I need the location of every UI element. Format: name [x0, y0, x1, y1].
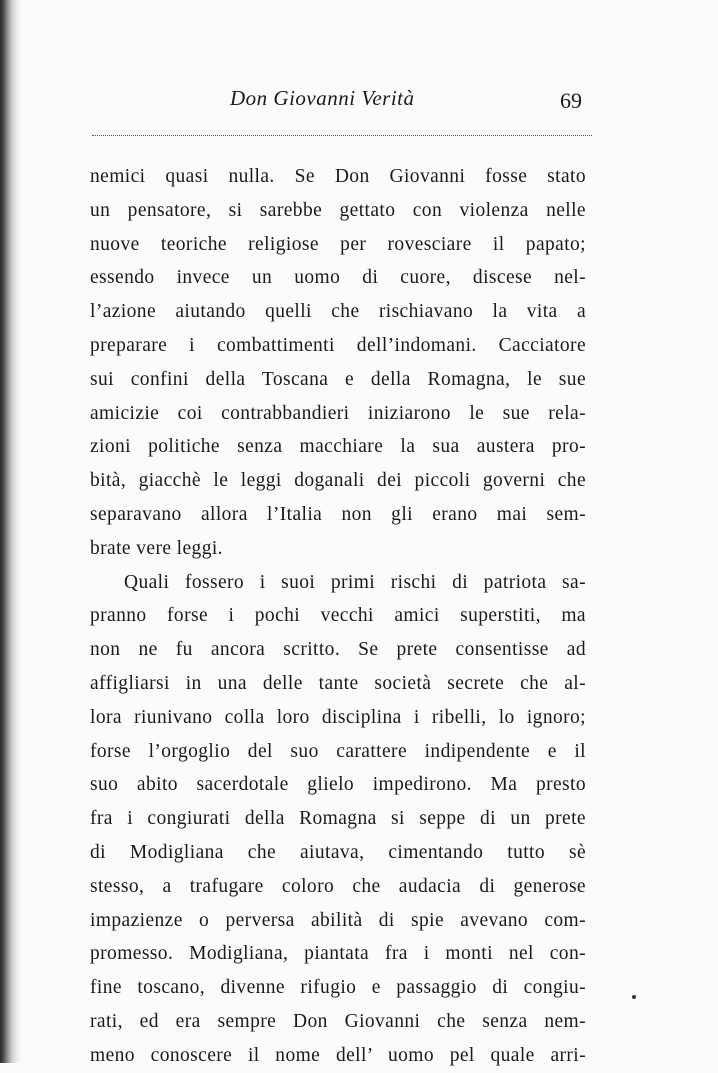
text-line-paragraph-start: Quali fossero i suoi primi rischi di patriota sa-	[124, 571, 586, 593]
text-line-paragraph-end: brate vere leggi.	[90, 537, 223, 559]
body-text	[90, 160, 586, 1073]
text-line: lora riunivano colla loro disciplina i ribelli, lo ignoro;	[90, 706, 586, 728]
text-line: fra i congiurati della Romagna si seppe di un prete	[90, 808, 586, 830]
text-line: preparare i combattimenti dell’indomani. Cacciatore	[90, 334, 586, 356]
header-rule	[92, 135, 592, 136]
text-line: nuove teoriche religiose per rovesciare il papato;	[90, 233, 586, 255]
text-line: bità, giacchè le leggi doganali dei piccoli governi che	[90, 470, 586, 492]
page-header	[90, 86, 600, 118]
text-line: impazienze o perversa abilità di spie avevano com-	[90, 909, 586, 931]
text-line: stesso, a trafugare coloro che audacia di generose	[90, 875, 586, 897]
text-line: zioni politiche senza macchiare la sua austera pro-	[90, 436, 586, 458]
text-line: amicizie coi contrabbandieri iniziarono le sue rela-	[90, 402, 586, 424]
text-line: l’azione aiutando quelli che rischiavano la vita a	[90, 301, 586, 323]
text-line: meno conoscere il nome dell’ uomo pel quale arri-	[90, 1044, 586, 1066]
text-line: nemici quasi nulla. Se Don Giovanni fosse stato	[90, 166, 586, 187]
text-line: forse l’orgoglio del suo carattere indipendente e il	[90, 740, 586, 762]
text-line: non ne fu ancora scritto. Se prete consentisse ad	[90, 639, 586, 661]
text-line: sui confini della Toscana e della Romagna, le sue	[90, 368, 586, 390]
ink-speck	[632, 995, 636, 999]
text-line: essendo invece un uomo di cuore, discese nel-	[90, 267, 586, 289]
page-number: 69	[560, 88, 582, 113]
text-line: promesso. Modigliana, piantata fra i monti nel con-	[90, 943, 586, 965]
text-line: pranno forse i pochi vecchi amici superstiti, ma	[90, 605, 586, 627]
running-title: Don Giovanni Verità	[230, 86, 415, 110]
text-line: di Modigliana che aiutava, cimentando tutto sè	[90, 841, 586, 863]
text-line: rati, ed era sempre Don Giovanni che senza nem-	[90, 1010, 586, 1032]
text-line: fine toscano, divenne rifugio e passaggio di congiu-	[90, 977, 586, 999]
text-line: suo abito sacerdotale glielo impedirono. Ma presto	[90, 774, 586, 796]
page-binding-edge	[0, 0, 22, 1063]
text-line: un pensatore, si sarebbe gettato con violenza nelle	[90, 199, 586, 221]
text-line: separavano allora l’Italia non gli erano mai sem-	[90, 503, 586, 525]
text-line: affigliarsi in una delle tante società secrete che al-	[90, 672, 586, 694]
